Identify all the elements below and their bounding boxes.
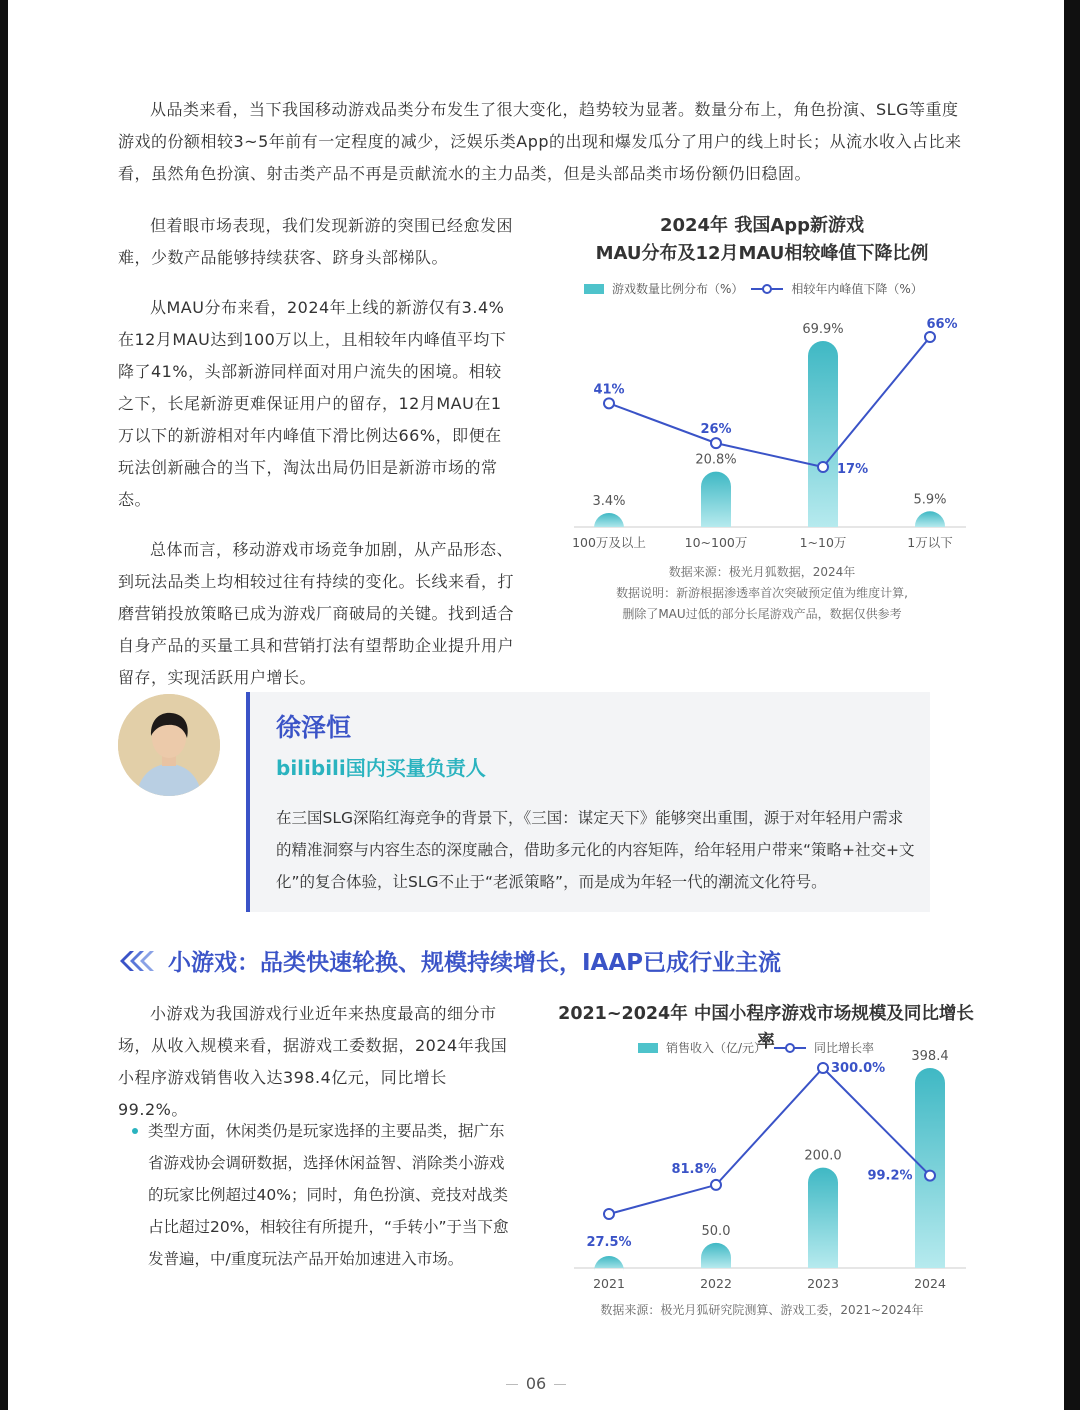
chart1-legend-bar: 游戏数量比例分布（%） bbox=[612, 282, 744, 296]
chart2-legend-line: 同比增长率 bbox=[814, 1041, 875, 1055]
bar-value-label: 200.0 bbox=[804, 1148, 842, 1164]
intro-paragraph: 从品类来看，当下我国移动游戏品类分布发生了很大变化，趋势较为显著。数量分布上，角色扮演、SLG等重度游戏的份额相较3~5年前有一定程度的减少，泛娱乐类App的出现和爆发瓜分了用户的线上时长；从流水收入占比来看，虽然角色扮演、射击类产品不再是贡献流水的主力品类，但是头部品类市场份额仍旧稳固。 bbox=[118, 100, 962, 183]
line-point bbox=[711, 438, 721, 448]
line-value-label: 17% bbox=[837, 462, 869, 477]
report-page bbox=[8, 0, 1064, 1410]
page-number: 06 bbox=[8, 1374, 1064, 1393]
section-heading bbox=[118, 944, 781, 977]
page-number-rule-left bbox=[506, 1384, 518, 1385]
line-point bbox=[818, 1063, 828, 1073]
line-value-label: 41% bbox=[593, 382, 625, 398]
line-value-label: 26% bbox=[700, 422, 732, 438]
line-value-label: 99.2% bbox=[867, 1168, 913, 1184]
bar-mark bbox=[701, 472, 731, 527]
bar-mark bbox=[594, 1256, 624, 1271]
chart1-plot bbox=[556, 305, 966, 555]
bar-value-label: 20.8% bbox=[695, 452, 737, 468]
x-tick-label: 1~10万 bbox=[799, 535, 847, 550]
line-point bbox=[925, 332, 935, 342]
left-column-text bbox=[118, 210, 514, 694]
bar-mark bbox=[915, 1068, 945, 1268]
bar-value-label: 398.4 bbox=[911, 1049, 949, 1064]
section-title: 小游戏：品类快速轮换、规模持续增长，IAAP已成行业主流 bbox=[168, 950, 782, 976]
bar-mark bbox=[701, 1243, 731, 1268]
x-tick-label: 1万以下 bbox=[907, 535, 953, 550]
line-legend-icon bbox=[751, 283, 783, 295]
bar-legend-swatch bbox=[584, 284, 604, 294]
x-tick-label: 2021 bbox=[593, 1276, 625, 1290]
growth-line bbox=[609, 1068, 930, 1214]
chart1-title: 2024年 我国App新游戏 MAU分布及12月MAU相较峰值下降比例 bbox=[595, 215, 929, 264]
x-tick-label: 2022 bbox=[700, 1276, 732, 1290]
line-value-label: 27.5% bbox=[586, 1235, 632, 1250]
chevron-arrows-icon bbox=[118, 949, 158, 973]
bar-value-label: 50.0 bbox=[701, 1223, 731, 1239]
line-point bbox=[604, 398, 614, 408]
chart1-legend-line: 相较年内峰值下降（%） bbox=[791, 282, 923, 296]
line-point bbox=[818, 462, 828, 472]
bar-value-label: 5.9% bbox=[913, 492, 947, 508]
growth-line bbox=[609, 337, 930, 467]
x-tick-label: 2024 bbox=[914, 1276, 946, 1290]
quote-name: 徐泽恒 bbox=[276, 713, 352, 742]
quote-role: bilibili国内买量负责人 bbox=[276, 756, 486, 780]
avatar bbox=[118, 694, 220, 796]
line-point bbox=[711, 1180, 721, 1190]
chart2-legend-bar: 销售收入（亿/元） bbox=[666, 1041, 767, 1055]
bullet-item bbox=[132, 1115, 516, 1275]
chart1-source: 数据来源：极光月狐数据，2024年 数据说明：新游根据渗透率首次突破预定值为维度计算, 删除了MAU过低的部分长尾游戏产品，数据仅供参考 bbox=[616, 565, 908, 621]
bar-mark bbox=[594, 513, 624, 528]
paragraph-summary: 总体而言，移动游戏市场竞争加剧，从产品形态、到玩法品类上均相较过往有持续的变化。长线来看，打磨营销投放策略已成为游戏厂商破局的关键。找到适合自身产品的买量工具和营销打法有望帮助企业提升用户留存，实现活跃用户增长。 bbox=[118, 540, 515, 687]
page-number-rule-right bbox=[554, 1384, 566, 1385]
chart2-source: 数据来源：极光月狐研究院测算、游戏工委，2021~2024年 bbox=[600, 1303, 924, 1317]
bar-value-label: 3.4% bbox=[592, 494, 626, 509]
line-point bbox=[604, 1209, 614, 1219]
bar-mark bbox=[808, 1168, 838, 1268]
quote-text: 在三国SLG深陷红海竞争的背景下，《三国：谋定天下》能够突出重围，源于对年轻用户需求的精准洞察与内容生态的深度融合，借助多元化的内容矩阵，给年轻用户带来“策略+社交+文化”的复合体验，让SLG不止于“老派策略”，而是成为年轻一代的潮流文化符号。 bbox=[276, 809, 915, 891]
x-tick-label: 2023 bbox=[807, 1276, 839, 1290]
chart2-plot bbox=[556, 1040, 966, 1290]
quote-card bbox=[246, 692, 930, 912]
line-point bbox=[925, 1171, 935, 1181]
chart1-legend bbox=[584, 280, 923, 297]
bar-value-label: 69.9% bbox=[802, 322, 844, 337]
chart2-title: 2021~2024年 中国小程序游戏市场规模及同比增长率 bbox=[558, 1004, 974, 1052]
bar-mark bbox=[915, 511, 945, 527]
bullet-text: 类型方面，休闲类仍是玩家选择的主要品类，据广东省游戏协会调研数据，选择休闲益智、消除类小游戏的玩家比例超过40%；同时，角色扮演、竞技对战类占比超过20%，相较往有所提升，“手转小”于当下愈发普遍，中/重度玩法产品开始加速进入市场。 bbox=[148, 1122, 509, 1268]
x-tick-label: 100万及以上 bbox=[572, 535, 646, 550]
person-portrait-icon bbox=[118, 694, 220, 796]
bullet-dot-icon bbox=[132, 1128, 138, 1134]
paragraph-mau: 从MAU分布来看，2024年上线的新游仅有3.4%在12月MAU达到100万以上，且相较年内峰值平均下降了41%，头部新游同样面对用户流失的困境。相较之下，长尾新游更难保证用户的留存，12月MAU在1万以下的新游相对年内峰值下滑比例达66%，即便在玩法创新融合的当下，淘汰出局仍旧是新游市场的常态。 bbox=[118, 298, 507, 509]
line-value-label: 66% bbox=[926, 317, 958, 332]
line-value-label: 300.0% bbox=[831, 1061, 886, 1076]
mini-game-paragraph: 小游戏为我国游戏行业近年来热度最高的细分市场，从收入规模来看，据游戏工委数据，2024年我国小程序游戏销售收入达398.4亿元，同比增长99.2%。 bbox=[118, 1004, 508, 1119]
x-tick-label: 10~100万 bbox=[684, 535, 748, 550]
line-value-label: 81.8% bbox=[671, 1161, 717, 1177]
bar-mark bbox=[808, 341, 838, 527]
paragraph-market: 但着眼市场表现，我们发现新游的突围已经愈发困难，少数产品能够持续获客、跻身头部梯队。 bbox=[118, 216, 514, 267]
